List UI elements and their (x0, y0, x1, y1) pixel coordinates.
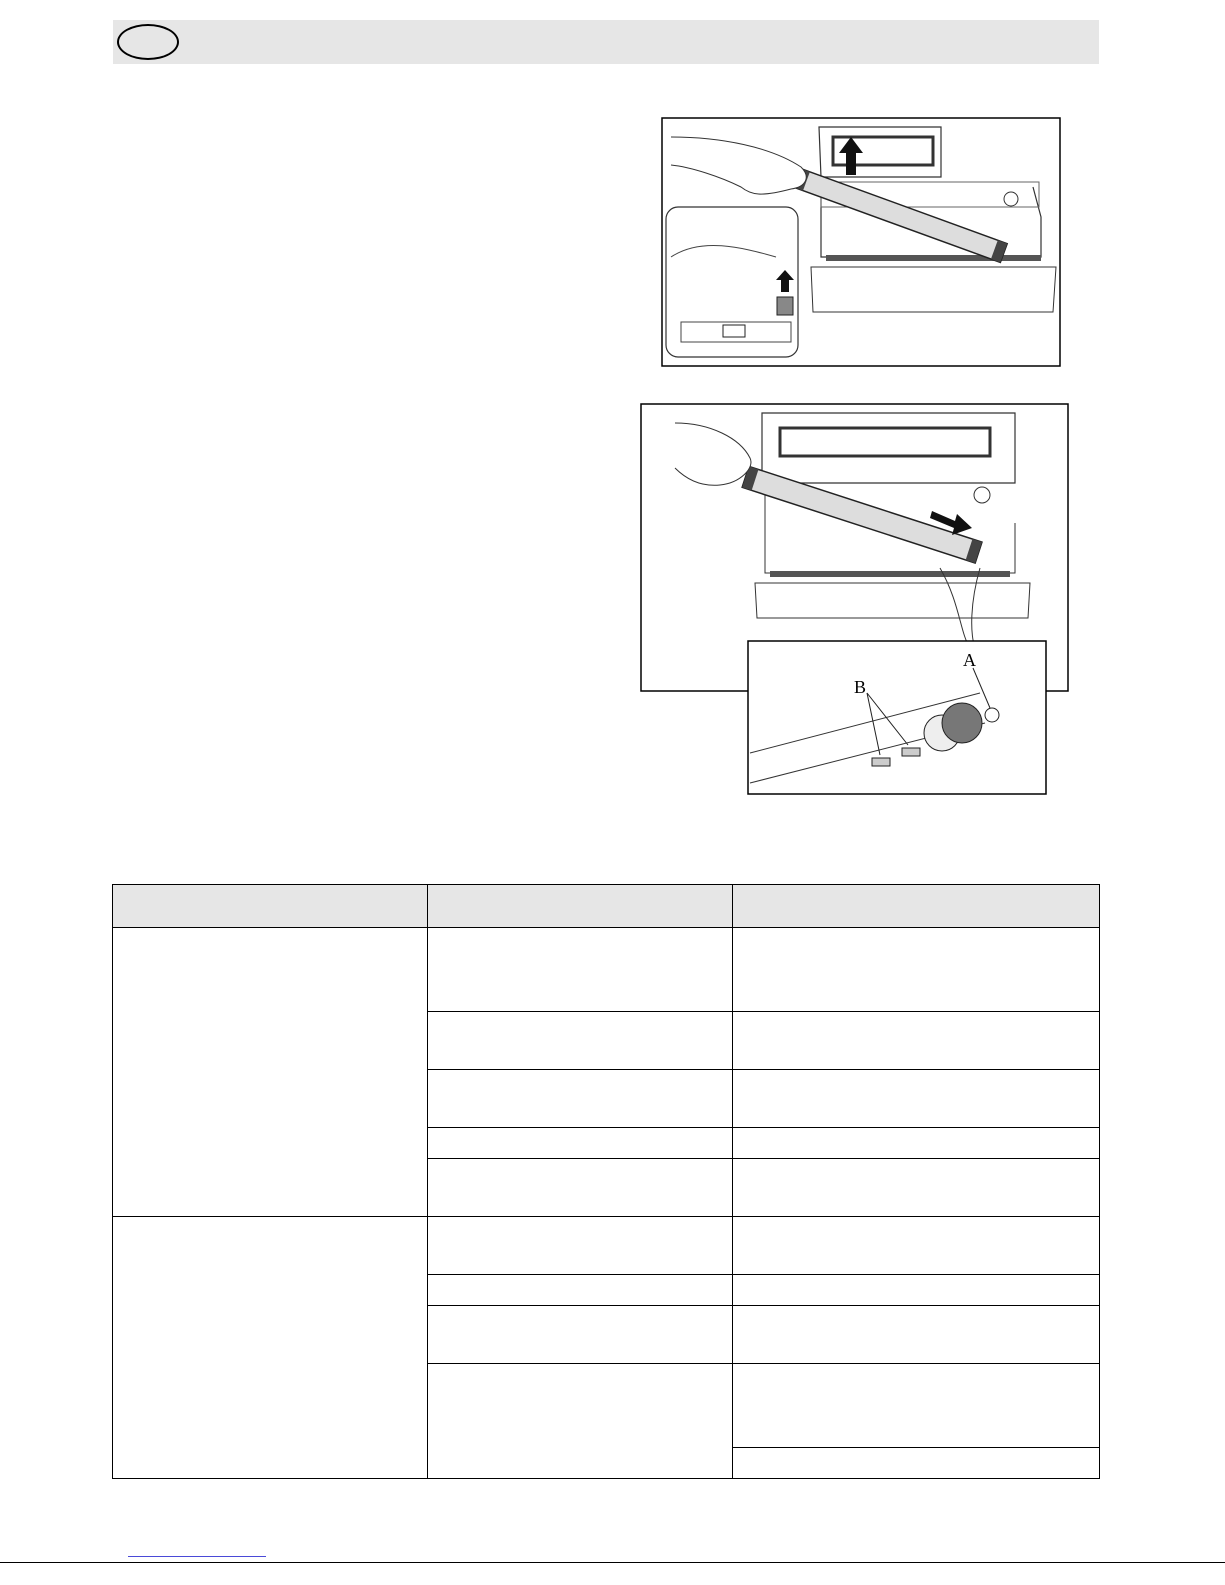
footer-rule (0, 1562, 1225, 1563)
remedy-cell (733, 1070, 1100, 1128)
language-badge (117, 24, 179, 60)
header-remedy (733, 885, 1100, 928)
remedy-cell (733, 1159, 1100, 1217)
table-row (113, 928, 1100, 1012)
remedy-cell (733, 1275, 1100, 1306)
cause-cell (428, 1128, 733, 1159)
header-bar (113, 20, 1099, 64)
figure-remove-cutter (661, 117, 1061, 367)
remedy-cell (733, 1306, 1100, 1364)
cause-cell (428, 1364, 733, 1479)
cause-cell (428, 1217, 733, 1275)
label-a: A (963, 650, 976, 670)
cause-cell (428, 1070, 733, 1128)
figure-slide-rail (640, 403, 1072, 798)
remedy-cell (733, 1128, 1100, 1159)
table-row (113, 1217, 1100, 1275)
cause-cell (428, 1159, 733, 1217)
footer-link-underline[interactable] (128, 1556, 266, 1557)
cause-cell (428, 1306, 733, 1364)
remedy-cell (733, 928, 1100, 1012)
cause-cell (428, 1012, 733, 1070)
header-problem (113, 885, 428, 928)
remedy-cell (733, 1217, 1100, 1275)
cause-cell (428, 1275, 733, 1306)
remedy-cell (733, 1012, 1100, 1070)
troubleshooting-table (112, 884, 1100, 1479)
label-b: B (854, 677, 867, 697)
cause-cell (428, 928, 733, 1012)
header-cause (428, 885, 733, 928)
remedy-cell (733, 1364, 1100, 1448)
problem-cell (113, 928, 428, 1217)
remedy-cell (733, 1448, 1100, 1479)
problem-cell (113, 1217, 428, 1479)
